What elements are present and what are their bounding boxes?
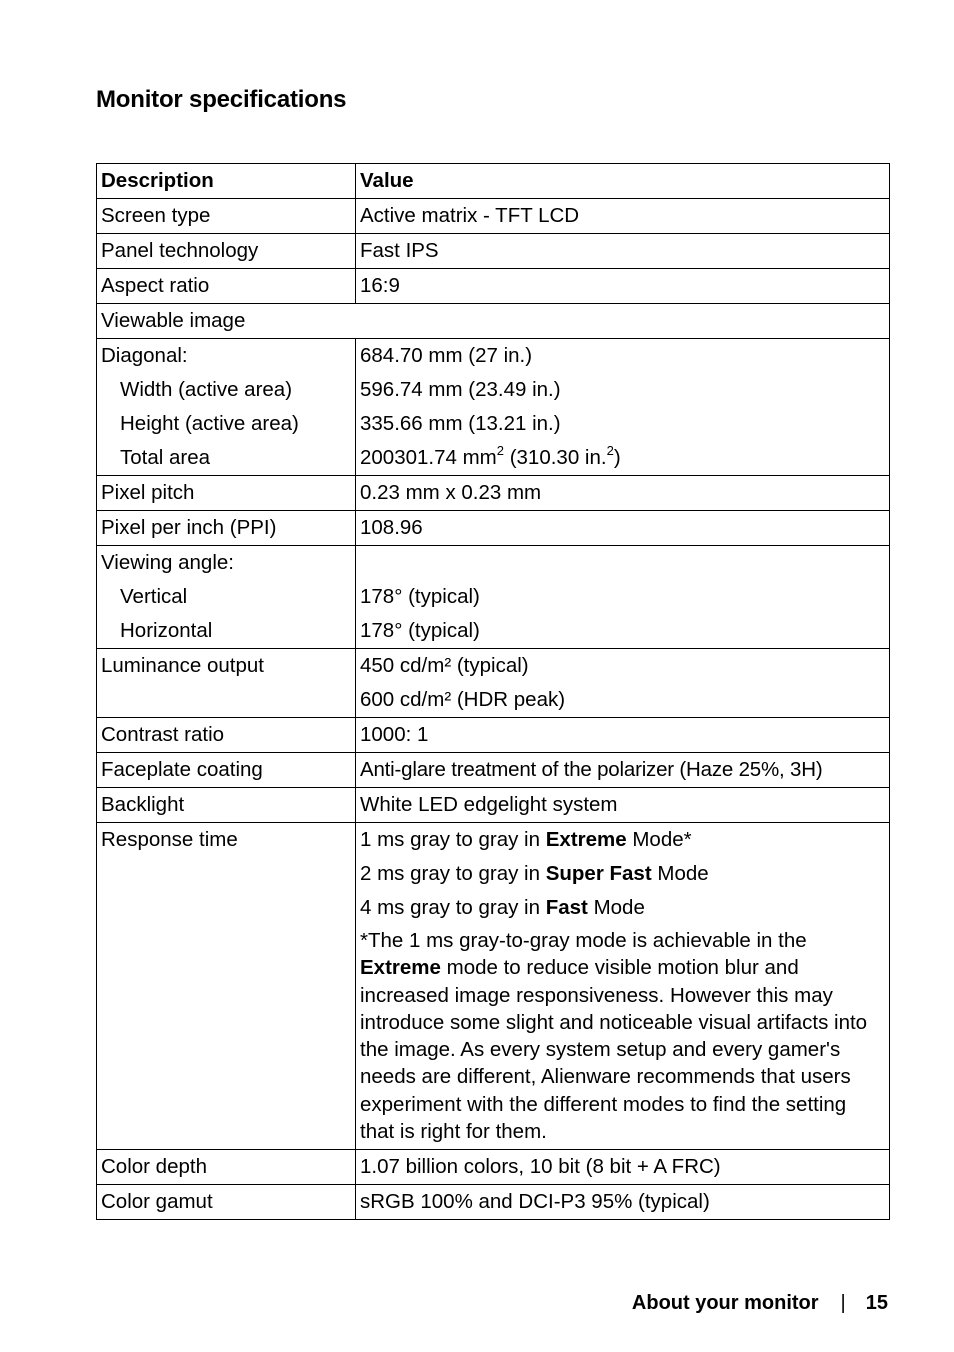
table-row bbox=[97, 718, 890, 753]
row-label bbox=[97, 546, 356, 649]
table-row bbox=[97, 304, 890, 339]
row-label: Pixel per inch (PPI) bbox=[97, 511, 356, 546]
viewing-angle-label: Viewing angle: bbox=[101, 551, 234, 574]
footer-separator: | bbox=[840, 1292, 846, 1314]
text: Mode* bbox=[626, 828, 692, 851]
height-label: Height (active area) bbox=[120, 412, 299, 435]
table-row bbox=[97, 649, 890, 718]
width-value: 596.74 mm (23.49 in.) bbox=[360, 378, 561, 401]
table-row bbox=[97, 269, 890, 304]
table-row bbox=[97, 234, 890, 269]
mode-name: Extreme bbox=[545, 828, 627, 851]
table-row bbox=[97, 546, 890, 649]
row-label bbox=[97, 339, 356, 476]
table-header-row bbox=[97, 164, 890, 199]
row-value: 16:9 bbox=[356, 269, 890, 304]
width-label: Width (active area) bbox=[120, 378, 293, 401]
header-description: Description bbox=[97, 164, 356, 199]
row-label: Faceplate coating bbox=[97, 753, 356, 788]
table-row bbox=[97, 823, 890, 1150]
row-label: Contrast ratio bbox=[97, 718, 356, 753]
row-value bbox=[356, 546, 890, 649]
total-area-label: Total area bbox=[120, 446, 211, 469]
row-value: White LED edgelight system bbox=[356, 788, 890, 823]
page-number: 15 bbox=[865, 1292, 888, 1314]
header-value: Value bbox=[356, 164, 890, 199]
page-title: Monitor specifications bbox=[96, 86, 347, 113]
row-value bbox=[356, 823, 890, 1150]
text: 2 ms gray to gray in bbox=[360, 862, 546, 885]
row-value: 1.07 billion colors, 10 bit (8 bit + A FRC) bbox=[356, 1150, 890, 1185]
superscript: 2 bbox=[496, 443, 504, 459]
table-row bbox=[97, 511, 890, 546]
luminance-hdr: 600 cd/m² (HDR peak) bbox=[360, 688, 566, 711]
row-label: Backlight bbox=[97, 788, 356, 823]
row-value: Fast IPS bbox=[356, 234, 890, 269]
spec-table bbox=[96, 163, 890, 1220]
superscript: 2 bbox=[606, 443, 614, 459]
row-value: 0.23 mm x 0.23 mm bbox=[356, 476, 890, 511]
table-row bbox=[97, 339, 890, 476]
row-label: Panel technology bbox=[97, 234, 356, 269]
row-label: Aspect ratio bbox=[97, 269, 356, 304]
text: mode to reduce visible motion blur and increased image responsiveness. However this may introduce some slight and noticeable visual artifacts into the image. As every system setup and every gamer's needs are different, Alienware recommends that users experiment with the different modes to find the setting that is right for them. bbox=[360, 956, 868, 1144]
row-value: 108.96 bbox=[356, 511, 890, 546]
diagonal-value: 684.70 mm (27 in.) bbox=[360, 344, 533, 367]
row-label: Screen type bbox=[97, 199, 356, 234]
total-area-mm: 200301.74 mm bbox=[360, 446, 497, 469]
row-label: Pixel pitch bbox=[97, 476, 356, 511]
luminance-typical: 450 cd/m² (typical) bbox=[360, 654, 529, 677]
text: Mode bbox=[587, 896, 645, 919]
text: 1 ms gray to gray in bbox=[360, 828, 546, 851]
section-label: Viewable image bbox=[97, 304, 890, 339]
row-value: 1000: 1 bbox=[356, 718, 890, 753]
response-line-1 bbox=[360, 823, 885, 857]
text: Mode bbox=[651, 862, 709, 885]
response-note bbox=[360, 925, 885, 1149]
height-value: 335.66 mm (13.21 in.) bbox=[360, 412, 561, 435]
mode-name: Extreme bbox=[360, 956, 441, 980]
row-value: Active matrix - TFT LCD bbox=[356, 199, 890, 234]
footer-section-title: About your monitor bbox=[631, 1292, 819, 1314]
table-row bbox=[97, 788, 890, 823]
total-area-in: (310.30 in. bbox=[504, 446, 607, 469]
vertical-label: Vertical bbox=[120, 585, 188, 608]
table-row bbox=[97, 199, 890, 234]
table-row bbox=[97, 753, 890, 788]
row-label: Luminance output bbox=[97, 649, 356, 718]
row-label: Response time bbox=[97, 823, 356, 1150]
horizontal-label: Horizontal bbox=[120, 619, 213, 642]
response-line-3 bbox=[360, 891, 885, 925]
row-value bbox=[356, 649, 890, 718]
row-label: Color depth bbox=[97, 1150, 356, 1185]
text: 4 ms gray to gray in bbox=[360, 896, 546, 919]
row-value bbox=[356, 339, 890, 476]
total-area-close: ) bbox=[613, 446, 621, 469]
text: *The 1 ms gray-to-gray mode is achievable in the bbox=[360, 929, 807, 952]
page-footer bbox=[632, 1292, 888, 1315]
response-line-2 bbox=[360, 857, 885, 891]
table-row bbox=[97, 1150, 890, 1185]
table-row bbox=[97, 476, 890, 511]
row-label: Color gamut bbox=[97, 1185, 356, 1220]
row-value: Anti-glare treatment of the polarizer (Haze 25%, 3H) bbox=[356, 753, 890, 788]
total-area-value bbox=[360, 441, 885, 475]
mode-name: Fast bbox=[545, 896, 588, 919]
horizontal-value: 178° (typical) bbox=[360, 619, 480, 642]
vertical-value: 178° (typical) bbox=[360, 585, 480, 608]
row-value: sRGB 100% and DCI-P3 95% (typical) bbox=[356, 1185, 890, 1220]
mode-name: Super Fast bbox=[545, 862, 652, 885]
blank-line bbox=[360, 546, 885, 580]
table-row bbox=[97, 1185, 890, 1220]
diagonal-label: Diagonal: bbox=[101, 344, 188, 367]
